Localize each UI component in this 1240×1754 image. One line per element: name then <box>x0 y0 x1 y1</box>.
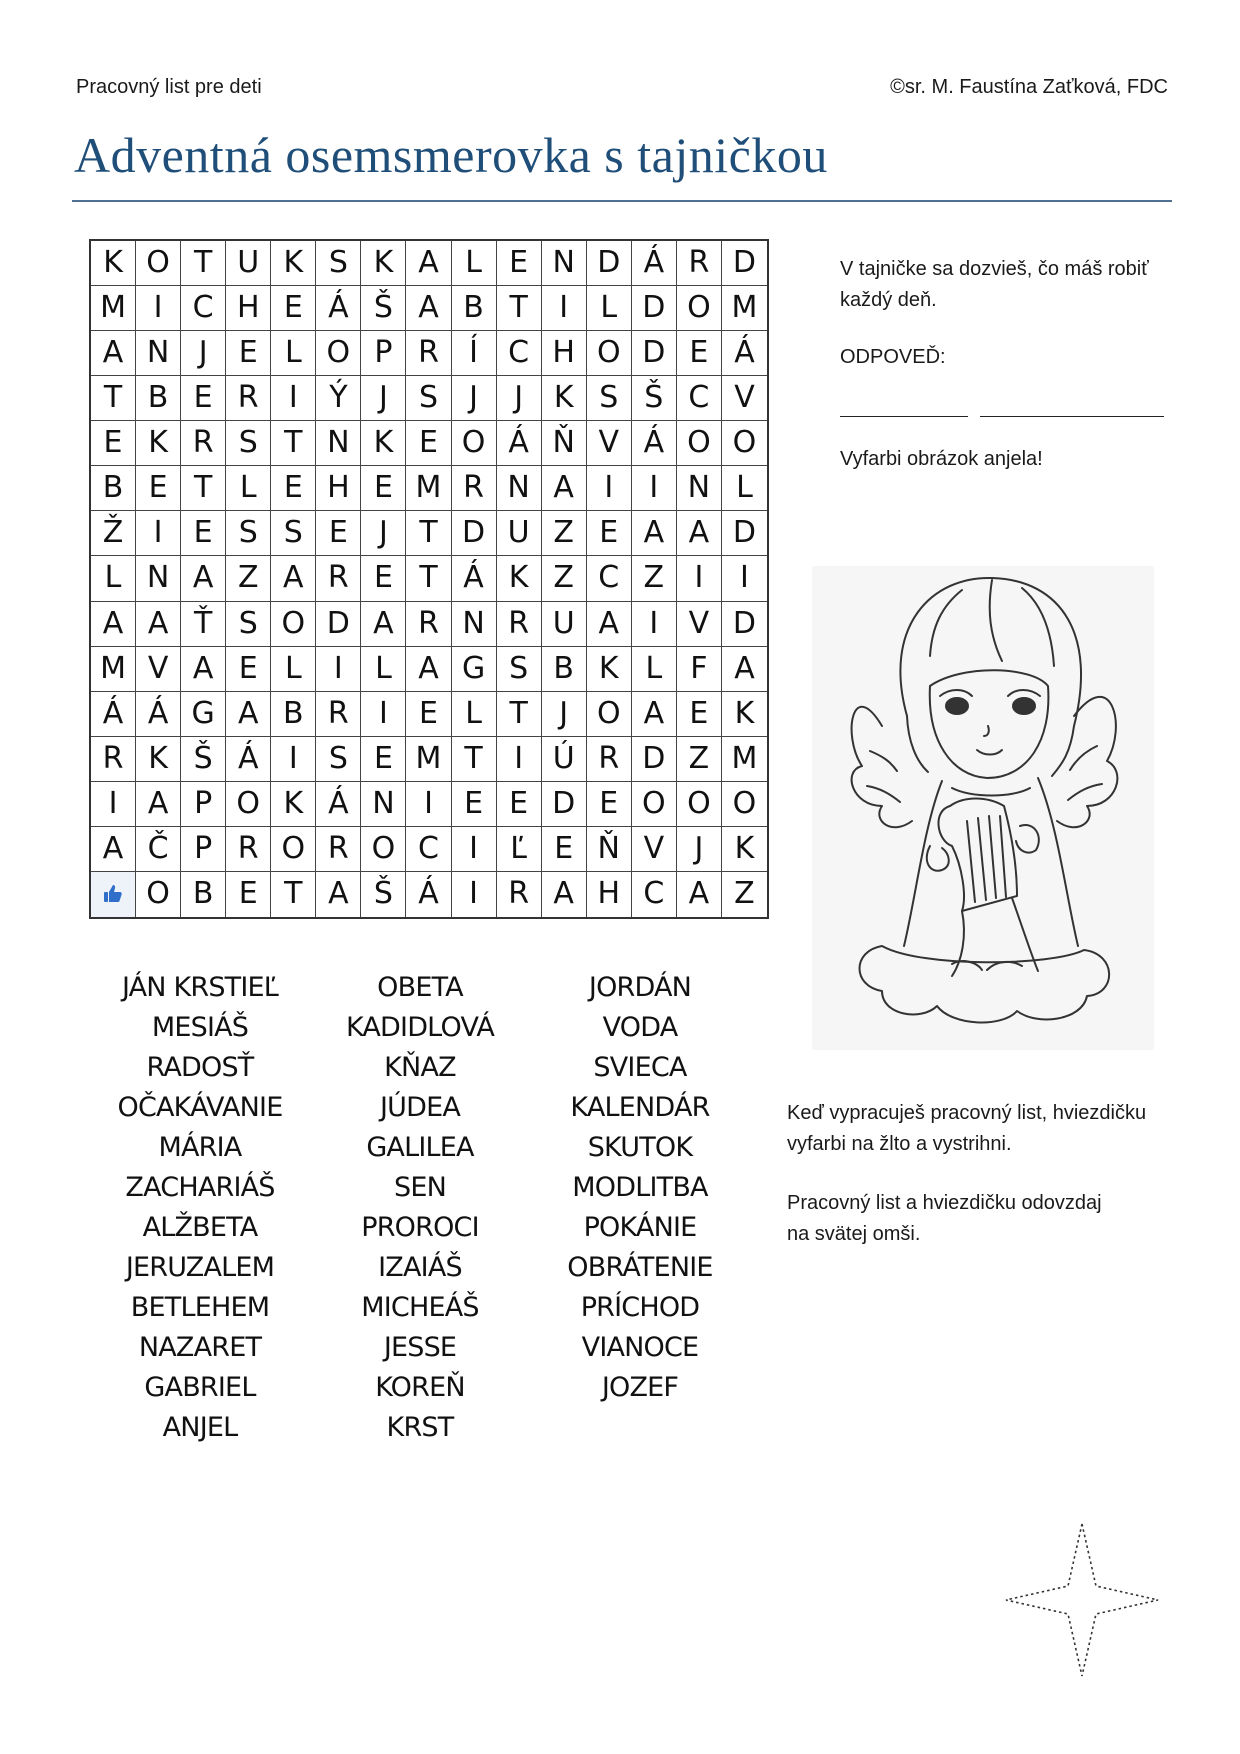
grid-cell: V <box>722 376 767 421</box>
grid-cell: I <box>587 466 632 511</box>
grid-cell: C <box>632 872 677 917</box>
grid-cell: O <box>136 872 181 917</box>
grid-cell: O <box>271 827 316 872</box>
grid-cell: A <box>542 872 587 917</box>
grid-cell: L <box>632 647 677 692</box>
grid-cell: E <box>406 692 451 737</box>
grid-cell: B <box>542 647 587 692</box>
grid-cell: N <box>677 466 722 511</box>
grid-cell: I <box>497 737 542 782</box>
grid-cell: I <box>452 872 497 917</box>
grid-cell: S <box>497 647 542 692</box>
grid-cell: N <box>542 241 587 286</box>
word-list-item: OBRÁTENIE <box>567 1252 713 1283</box>
grid-cell: A <box>91 602 136 647</box>
grid-cell: A <box>677 872 722 917</box>
grid-cell: T <box>497 692 542 737</box>
grid-cell: M <box>406 737 451 782</box>
word-list-column-3 <box>540 968 740 1408</box>
grid-cell: A <box>406 241 451 286</box>
grid-cell: K <box>361 421 406 466</box>
grid-cell: L <box>91 556 136 601</box>
grid-cell: Á <box>632 421 677 466</box>
grid-cell: I <box>91 782 136 827</box>
grid-cell: T <box>497 286 542 331</box>
grid-cell: A <box>91 331 136 376</box>
grid-cell: O <box>722 421 767 466</box>
grid-cell: E <box>677 331 722 376</box>
grid-cell: R <box>316 556 361 601</box>
grid-cell: O <box>677 782 722 827</box>
word-list-item: ZACHARIÁŠ <box>125 1172 275 1203</box>
grid-cell: L <box>587 286 632 331</box>
grid-cell: E <box>497 241 542 286</box>
word-list-item: JESSE <box>383 1332 457 1363</box>
grid-cell: E <box>226 872 271 917</box>
grid-cell: I <box>406 782 451 827</box>
grid-cell: I <box>136 511 181 556</box>
grid-cell: A <box>136 782 181 827</box>
grid-cell: R <box>406 331 451 376</box>
grid-cell: K <box>497 556 542 601</box>
grid-cell: D <box>722 511 767 556</box>
grid-cell: Ľ <box>497 827 542 872</box>
word-list-column-2 <box>320 968 520 1448</box>
grid-cell: D <box>542 782 587 827</box>
grid-cell: I <box>271 737 316 782</box>
grid-cell: B <box>181 872 226 917</box>
grid-cell: S <box>316 241 361 286</box>
grid-cell: A <box>677 511 722 556</box>
grid-cell: J <box>452 376 497 421</box>
grid-cell: Á <box>452 556 497 601</box>
grid-cell: E <box>587 782 632 827</box>
word-list-item: GABRIEL <box>144 1372 256 1403</box>
grid-cell: A <box>181 647 226 692</box>
grid-cell: Á <box>632 241 677 286</box>
grid-cell: C <box>497 331 542 376</box>
word-list-item: JÁN KRSTIEĽ <box>121 972 279 1003</box>
grid-cell: O <box>136 241 181 286</box>
grid-cell: Z <box>677 737 722 782</box>
grid-cell: O <box>587 331 632 376</box>
word-list-item: JÚDEA <box>379 1092 461 1123</box>
grid-cell: I <box>452 827 497 872</box>
grid-cell: S <box>226 511 271 556</box>
grid-cell: Z <box>734 876 755 912</box>
grid-cell: E <box>361 556 406 601</box>
grid-cell: I <box>136 286 181 331</box>
title-divider <box>72 200 1172 202</box>
grid-cell: M <box>91 286 136 331</box>
grid-cell: T <box>181 466 226 511</box>
grid-cell: E <box>361 737 406 782</box>
grid-cell: H <box>226 286 271 331</box>
grid-cell: Á <box>722 331 767 376</box>
grid-cell: R <box>316 827 361 872</box>
grid-cell: R <box>226 827 271 872</box>
grid-cell: N <box>136 331 181 376</box>
grid-cell: G <box>452 647 497 692</box>
grid-cell: V <box>587 421 632 466</box>
grid-cell: V <box>677 602 722 647</box>
word-list-item: KRST <box>386 1412 454 1443</box>
grid-cell: L <box>226 466 271 511</box>
grid-cell: I <box>722 556 767 601</box>
grid-cell: M <box>722 286 767 331</box>
word-list-item: ANJEL <box>162 1412 238 1443</box>
grid-cell: J <box>542 692 587 737</box>
grid-cell: E <box>452 782 497 827</box>
grid-cell: Š <box>361 286 406 331</box>
word-list-item: BETLEHEM <box>130 1292 270 1323</box>
grid-cell: R <box>226 376 271 421</box>
grid-cell: Á <box>316 286 361 331</box>
grid-cell: M <box>406 466 451 511</box>
grid-cell: H <box>587 872 632 917</box>
grid-cell: R <box>91 737 136 782</box>
grid-cell: E <box>271 286 316 331</box>
grid-cell: N <box>361 782 406 827</box>
grid-cell: Ť <box>181 602 226 647</box>
word-list-item: MODLITBA <box>572 1172 708 1203</box>
grid-cell: A <box>632 692 677 737</box>
word-list-item: MÁRIA <box>158 1132 242 1163</box>
grid-cell: J <box>181 331 226 376</box>
thumbs-up-icon <box>91 872 136 917</box>
grid-cell: R <box>452 466 497 511</box>
grid-cell: Š <box>361 872 406 917</box>
grid-cell: S <box>271 511 316 556</box>
grid-cell: K <box>271 782 316 827</box>
grid-cell: E <box>226 331 271 376</box>
instruction-text <box>840 254 1180 316</box>
word-list-item: PRÍCHOD <box>580 1292 700 1323</box>
grid-cell: Ň <box>542 421 587 466</box>
grid-cell: E <box>497 782 542 827</box>
finish-instruction: Keď vypracuješ pracovný list, hviezdičku vyfarbi na žlto a vystrihni. <box>787 1102 1147 1155</box>
grid-cell: A <box>136 602 181 647</box>
word-list-item: POKÁNIE <box>583 1212 697 1243</box>
grid-cell: J <box>497 376 542 421</box>
submit-instruction-line-1: Pracovný list a hviezdičku odovzdaj <box>787 1192 1102 1214</box>
submit-instruction-line-2: na svätej omši. <box>787 1223 921 1245</box>
grid-cell: L <box>722 466 767 511</box>
word-list-column-1 <box>100 968 300 1448</box>
grid-cell: O <box>587 692 632 737</box>
grid-cell: E <box>542 827 587 872</box>
grid-cell: S <box>226 602 271 647</box>
grid-cell: D <box>722 602 767 647</box>
grid-cell: Á <box>136 692 181 737</box>
grid-cell: O <box>722 782 767 827</box>
grid-cell: R <box>677 241 722 286</box>
grid-cell: P <box>181 782 226 827</box>
coloring-instruction: Vyfarbi obrázok anjela! <box>840 448 1043 470</box>
grid-cell: T <box>406 556 451 601</box>
grid-cell: R <box>406 602 451 647</box>
grid-cell: D <box>632 286 677 331</box>
grid-cell: L <box>361 647 406 692</box>
grid-cell: P <box>181 827 226 872</box>
grid-cell: K <box>271 241 316 286</box>
grid-cell: Č <box>136 827 181 872</box>
grid-cell: E <box>181 376 226 421</box>
word-list-item: KOREŇ <box>375 1372 465 1403</box>
grid-cell: C <box>587 556 632 601</box>
grid-cell: H <box>316 466 361 511</box>
grid-cell: I <box>542 286 587 331</box>
word-list-item: KŇAZ <box>384 1052 456 1083</box>
grid-cell: G <box>181 692 226 737</box>
grid-cell: L <box>452 692 497 737</box>
grid-cell: A <box>181 556 226 601</box>
grid-cell: K <box>587 647 632 692</box>
header-right-text: ©sr. M. Faustína Zaťková, FDC <box>890 76 1168 98</box>
grid-cell: N <box>497 466 542 511</box>
grid-cell: O <box>632 782 677 827</box>
word-list-item: OČAKÁVANIE <box>117 1092 283 1123</box>
word-list <box>100 968 740 1448</box>
grid-cell: N <box>452 602 497 647</box>
grid-cell: E <box>136 466 181 511</box>
grid-cell: Š <box>632 376 677 421</box>
grid-cell: I <box>677 556 722 601</box>
grid-cell: I <box>632 466 677 511</box>
grid-cell: T <box>181 241 226 286</box>
answer-line-1 <box>840 416 968 417</box>
word-list-item: GALILEA <box>366 1132 474 1163</box>
word-list-item: VIANOCE <box>581 1332 699 1363</box>
grid-cell: R <box>587 737 632 782</box>
grid-cell: A <box>406 286 451 331</box>
grid-cell: K <box>91 241 136 286</box>
grid-cell: L <box>452 241 497 286</box>
grid-cell: L <box>271 647 316 692</box>
grid-cell: C <box>406 827 451 872</box>
grid-cell: K <box>136 737 181 782</box>
word-search-grid <box>89 239 769 919</box>
word-list-item: JERUZALEM <box>125 1252 275 1283</box>
grid-cell: Ň <box>587 827 632 872</box>
grid-cell: Z <box>226 556 271 601</box>
grid-cell: A <box>722 647 767 692</box>
grid-cell: K <box>361 241 406 286</box>
grid-cell: E <box>181 511 226 556</box>
word-list-item: SVIECA <box>593 1052 687 1083</box>
grid-cell: T <box>91 376 136 421</box>
answer-label: ODPOVEĎ: <box>840 346 946 368</box>
grid-cell: B <box>136 376 181 421</box>
grid-cell: K <box>136 421 181 466</box>
word-list-item: ALŽBETA <box>142 1212 258 1243</box>
grid-cell: E <box>587 511 632 556</box>
grid-cell: E <box>271 466 316 511</box>
word-list-item: KALENDÁR <box>570 1092 710 1123</box>
answer-line-2 <box>980 416 1164 417</box>
grid-cell: U <box>542 602 587 647</box>
word-list-item: MICHEÁŠ <box>361 1292 479 1323</box>
grid-cell: Z <box>632 556 677 601</box>
grid-cell: S <box>406 376 451 421</box>
word-list-item: VODA <box>602 1012 678 1043</box>
word-list-item: RADOSŤ <box>146 1052 254 1083</box>
grid-cell: Š <box>181 737 226 782</box>
grid-cell: O <box>271 602 316 647</box>
grid-cell: Z <box>542 511 587 556</box>
grid-cell: Ž <box>91 511 136 556</box>
grid-cell: R <box>497 872 542 917</box>
grid-cell: D <box>452 511 497 556</box>
word-list-item: JOZEF <box>601 1372 679 1403</box>
grid-cell: H <box>542 331 587 376</box>
grid-cell: T <box>271 421 316 466</box>
grid-cell: N <box>136 556 181 601</box>
grid-cell: K <box>542 376 587 421</box>
grid-cell: J <box>677 827 722 872</box>
grid-cell: J <box>361 511 406 556</box>
grid-cell: T <box>271 872 316 917</box>
grid-cell: S <box>587 376 632 421</box>
grid-cell: B <box>271 692 316 737</box>
grid-cell: S <box>226 421 271 466</box>
grid-cell: V <box>136 647 181 692</box>
grid-cell: D <box>316 602 361 647</box>
grid-cell: A <box>226 692 271 737</box>
grid-cell: D <box>722 241 767 286</box>
grid-cell: I <box>632 602 677 647</box>
grid-cell: A <box>271 556 316 601</box>
grid-cell: D <box>632 331 677 376</box>
grid-cell: O <box>226 782 271 827</box>
grid-cell: A <box>632 511 677 556</box>
grid-cell: E <box>91 421 136 466</box>
grid-cell: U <box>497 511 542 556</box>
grid-cell: A <box>91 827 136 872</box>
grid-cell: R <box>316 692 361 737</box>
word-list-item: KADIDLOVÁ <box>345 1012 495 1043</box>
grid-cell: O <box>452 421 497 466</box>
grid-cell: A <box>406 647 451 692</box>
grid-cell: Á <box>316 782 361 827</box>
grid-cell: Í <box>452 331 497 376</box>
grid-cell: S <box>316 737 361 782</box>
page-title: Adventná osemsmerovka s tajničkou <box>74 127 828 183</box>
grid-cell: M <box>722 737 767 782</box>
grid-cell: Á <box>406 872 451 917</box>
grid-cell: O <box>677 421 722 466</box>
grid-cell: A <box>361 602 406 647</box>
grid-cell: N <box>316 421 361 466</box>
grid-cell: D <box>632 737 677 782</box>
grid-cell: K <box>722 827 767 872</box>
grid-cell: M <box>91 647 136 692</box>
grid-cell: F <box>677 647 722 692</box>
grid-cell: R <box>181 421 226 466</box>
grid-cell: C <box>181 286 226 331</box>
submit-instruction <box>787 1188 1177 1250</box>
instruction-intro: V tajničke sa dozvieš, čo máš robiť každý deň. <box>840 258 1149 311</box>
grid-cell: Á <box>91 692 136 737</box>
grid-cell: J <box>361 376 406 421</box>
grid-cell: V <box>632 827 677 872</box>
grid-cell: I <box>361 692 406 737</box>
grid-cell: E <box>406 421 451 466</box>
word-list-item: SEN <box>394 1172 446 1203</box>
word-list-item: NAZARET <box>138 1332 262 1363</box>
grid-cell: T <box>452 737 497 782</box>
grid-cell: O <box>361 827 406 872</box>
grid-cell: U <box>226 241 271 286</box>
grid-cell: T <box>406 511 451 556</box>
word-list-item: PROROCI <box>361 1212 479 1243</box>
word-list-item: SKUTOK <box>587 1132 693 1163</box>
grid-cell: E <box>226 647 271 692</box>
grid-cell: I <box>316 647 361 692</box>
grid-cell: E <box>316 511 361 556</box>
grid-cell: B <box>452 286 497 331</box>
grid-cell: L <box>271 331 316 376</box>
grid-cell: A <box>316 872 361 917</box>
grid-cell: O <box>677 286 722 331</box>
grid-cell: Á <box>226 737 271 782</box>
grid-cell: E <box>361 466 406 511</box>
grid-cell: E <box>677 692 722 737</box>
grid-cell: Ý <box>316 376 361 421</box>
grid-cell: A <box>542 466 587 511</box>
grid-cell: C <box>677 376 722 421</box>
grid-cell: A <box>587 602 632 647</box>
word-list-item: JORDÁN <box>588 972 692 1003</box>
grid-cell: K <box>722 692 767 737</box>
grid-cell: R <box>497 602 542 647</box>
grid-cell: B <box>91 466 136 511</box>
star-outline-icon <box>1002 1520 1162 1685</box>
angel-coloring-image <box>812 566 1154 1050</box>
grid-cell: D <box>587 241 632 286</box>
word-list-item: MESIÁŠ <box>151 1012 249 1043</box>
grid-cell: Z <box>542 556 587 601</box>
grid-cell: P <box>361 331 406 376</box>
grid-cell: I <box>271 376 316 421</box>
word-list-item: OBETA <box>377 972 463 1003</box>
grid-cell: O <box>316 331 361 376</box>
header-left-text: Pracovný list pre deti <box>76 76 262 98</box>
grid-cell: Ú <box>542 737 587 782</box>
word-list-item: IZAIÁŠ <box>378 1252 462 1283</box>
grid-cell: Á <box>497 421 542 466</box>
